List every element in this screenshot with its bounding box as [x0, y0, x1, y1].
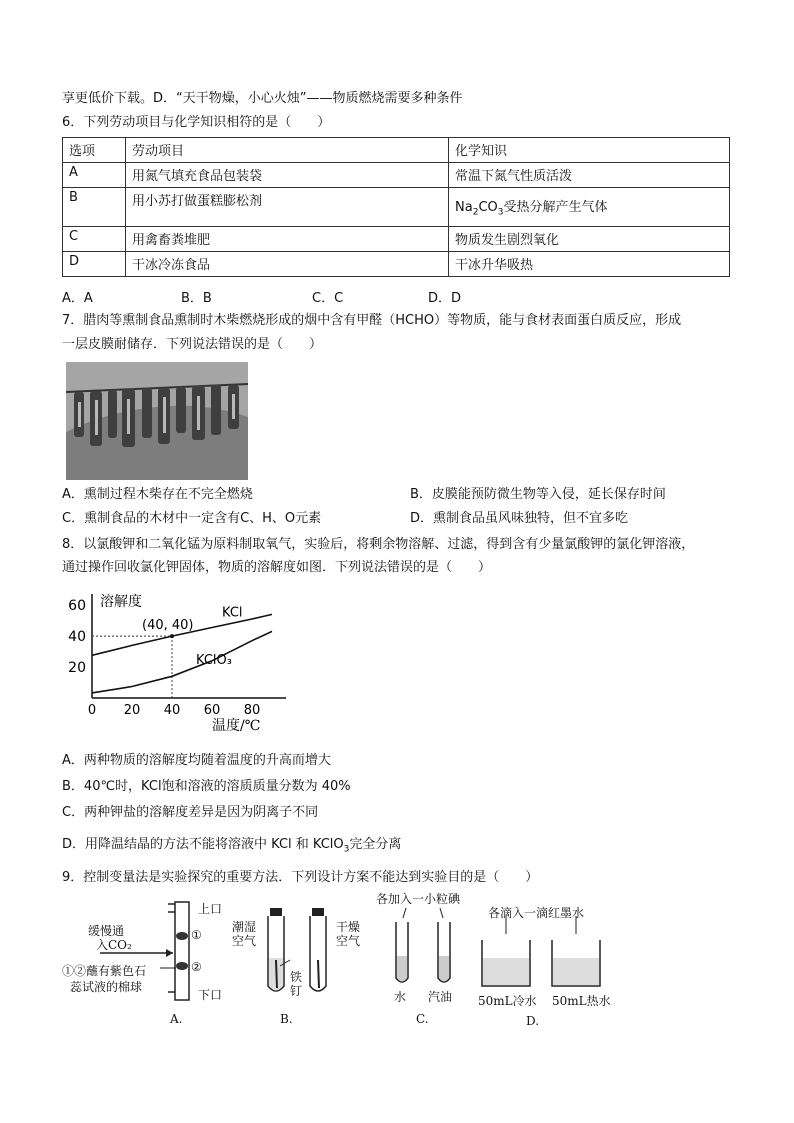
row-option: A — [63, 163, 126, 188]
figure-a — [60, 898, 240, 1028]
x-tick-label: 60 — [203, 703, 221, 718]
row-task: 干冰冷冻食品 — [126, 252, 449, 277]
figure-a-label: A. — [170, 1012, 183, 1026]
q6-option-d: D．D — [428, 291, 462, 306]
label-nail-1: 铁 — [290, 970, 303, 984]
table-header-row — [63, 138, 730, 163]
prev-question-tail: 享更低价下载。D．“天干物燥，小心火烛”——物质燃烧需要多种条件 — [62, 91, 463, 106]
figure-d-label: D. — [526, 1014, 540, 1028]
x-tick-label: 0 — [87, 703, 97, 718]
q8-option-d — [62, 836, 401, 859]
q6-option-b: B．B — [181, 291, 212, 306]
row-knowledge: 常温下氮气性质活泼 — [449, 163, 730, 188]
label-nail-2: 钉 — [290, 984, 303, 998]
label-top-outlet: 上口 — [198, 902, 223, 916]
q6-option-a: A．A — [62, 291, 93, 306]
y-tick-label: 40 — [68, 629, 86, 646]
legend-kclo3: KClO₃ — [196, 652, 232, 668]
figure-d — [476, 898, 636, 1030]
annotation-40-40: (40, 40) — [142, 618, 194, 634]
label-hot-water: 50mL热水 — [552, 994, 611, 1008]
q6-option-c: C．C — [312, 291, 344, 306]
formula-sub-3: 3 — [497, 207, 504, 218]
table-row — [63, 188, 730, 227]
label-inlet-2: 入CO₂ — [96, 938, 132, 952]
row-option: C — [63, 227, 126, 252]
label-cotton-1: ①②蘸有紫色石 — [62, 964, 147, 978]
point-40-40 — [170, 634, 174, 638]
formula-na: Na — [455, 200, 473, 216]
label-water: 水 — [394, 990, 407, 1004]
smoked-meat-illustration — [66, 362, 248, 480]
solubility-chart — [58, 588, 298, 738]
row-task: 用小苏打做蛋糕膨松剂 — [126, 188, 449, 227]
label-add-iodine: 各加入一小粒碘 — [376, 892, 461, 906]
label-cold-water: 50mL冷水 — [478, 994, 537, 1008]
row-task: 用氮气填充食品包装袋 — [126, 163, 449, 188]
formula-co: CO — [478, 200, 498, 216]
table-row — [63, 252, 730, 277]
q7-stem-line2: 一层皮膜耐储存．下列说法错误的是（ ） — [62, 337, 323, 352]
q8-stem-line2: 通过操作回收氯化钾固体，物质的溶解度如图．下列说法错误的是（ ） — [62, 560, 492, 575]
figure-b — [232, 898, 372, 1028]
label-inlet-1: 缓慢通 — [88, 924, 125, 938]
th-option: 选项 — [63, 138, 126, 163]
label-ball-1: ① — [191, 928, 202, 942]
label-gasoline: 汽油 — [428, 990, 453, 1004]
q7-option-c: C．熏制食品的木材中一定含有C、H、O元素 — [62, 511, 322, 526]
q8-option-a: A．两种物质的溶解度均随着温度的升高而增大 — [62, 753, 331, 768]
q9-stem: 9．控制变量法是实验探究的重要方法．下列设计方案不能达到实验目的是（ ） — [62, 870, 539, 885]
label-ball-2: ② — [191, 960, 202, 974]
x-tick-label: 20 — [123, 703, 141, 718]
q7-stem-line1: 7．腊肉等熏制食品熏制时木柴燃烧形成的烟中含有甲醛（HCHO）等物质，能与食材表面蛋白质反应，形成 — [62, 313, 682, 328]
th-knowledge: 化学知识 — [449, 138, 730, 163]
q8-option-c: C．两种钾盐的溶解度差异是因为阴离子不同 — [62, 805, 319, 820]
smoked-meat-photo — [66, 362, 248, 480]
table-row — [63, 163, 730, 188]
x-tick-label: 80 — [243, 703, 261, 718]
q7-option-b: B．皮膜能预防微生物等入侵，延长保存时间 — [410, 487, 666, 502]
series-line-kclo3 — [92, 631, 272, 693]
label-add-ink: 各滴入一滴红墨水 — [488, 906, 585, 920]
row-knowledge — [449, 188, 730, 227]
row-option: D — [63, 252, 126, 277]
q7-option-d: D．熏制食品虽风味独特，但不宜多吃 — [410, 511, 629, 526]
y-tick-label: 60 — [68, 598, 86, 615]
q6-options — [62, 287, 562, 305]
label-dry-air-2: 空气 — [336, 934, 361, 948]
table-row — [63, 227, 730, 252]
q7-option-a: A．熏制过程木柴存在不完全燃烧 — [62, 487, 253, 502]
row-knowledge: 物质发生剧烈氧化 — [449, 227, 730, 252]
label-cotton-2: 蕊试液的棉球 — [70, 980, 143, 994]
q6-table — [62, 137, 730, 277]
row-task: 用禽畜粪堆肥 — [126, 227, 449, 252]
x-tick-label: 40 — [163, 703, 181, 718]
legend-kcl: KCl — [222, 605, 243, 621]
y-tick-label: 20 — [68, 660, 86, 677]
th-task: 劳动项目 — [126, 138, 449, 163]
q8-option-b: B．40℃时，KCl饱和溶液的溶质质量分数为 40% — [62, 779, 351, 794]
q8-option-d-tail: 完全分离 — [349, 837, 402, 852]
label-wet-air-1: 潮湿 — [232, 920, 257, 934]
q8-option-d-text: D．用降温结晶的方法不能将溶液中 KCl 和 KClO — [62, 837, 344, 852]
row-knowledge: 干冰升华吸热 — [449, 252, 730, 277]
figure-b-label: B. — [280, 1012, 293, 1026]
label-wet-air-2: 空气 — [232, 934, 257, 948]
q8-stem-line1: 8．以氯酸钾和二氧化锰为原料制取氧气，实验后，将剩余物溶解、过滤，得到含有少量氯酸钾的氯化钾溶液， — [62, 537, 695, 552]
figure-c — [370, 890, 480, 1030]
figure-c-label: C. — [416, 1012, 429, 1026]
row-option: B — [63, 188, 126, 227]
label-dry-air-1: 干燥 — [336, 920, 361, 934]
formula-sub-2: 2 — [472, 207, 479, 218]
x-axis-label: 温度/℃ — [212, 718, 261, 734]
q8-option-d-sub: 3 — [343, 844, 350, 855]
y-axis-label: 溶解度 — [100, 594, 142, 610]
knowledge-text: 受热分解产生气体 — [503, 200, 608, 216]
label-bottom-outlet: 下口 — [198, 988, 223, 1002]
q6-stem: 6．下列劳动项目与化学知识相符的是（ ） — [62, 115, 331, 130]
